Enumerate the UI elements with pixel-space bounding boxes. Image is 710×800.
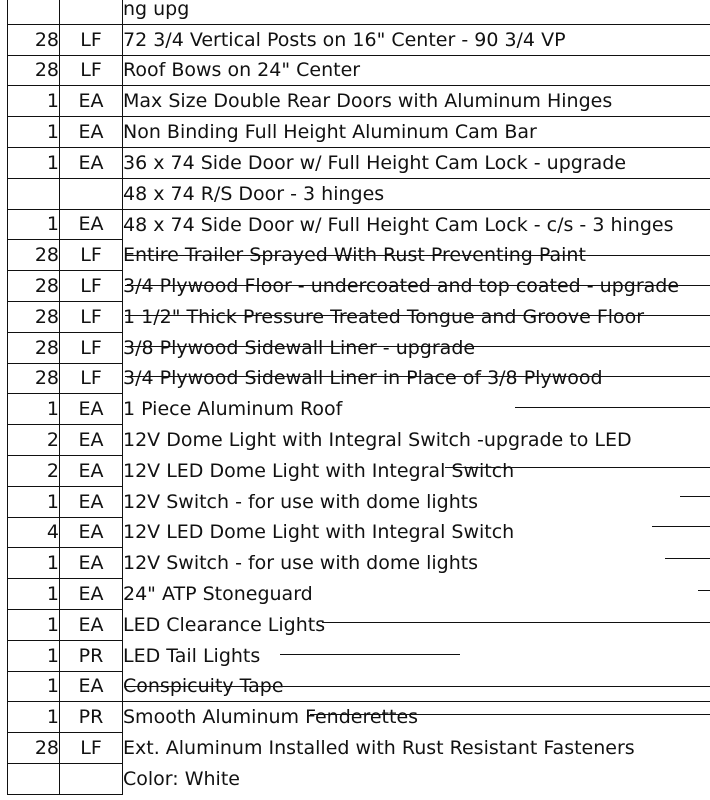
table-row: [8, 486, 710, 517]
description-cell: 24" ATP Stoneguard: [123, 583, 313, 606]
unit-cell: EA: [60, 425, 123, 456]
unit-cell: EA: [60, 579, 123, 610]
table-row-cut: [8, 0, 710, 24]
table-row: [8, 86, 710, 117]
rule-line: [680, 496, 710, 497]
qty-cell: 28: [8, 24, 60, 55]
unit-cell: [60, 178, 123, 209]
table-row: [8, 394, 710, 425]
description-cell: 12V LED Dome Light with Integral Switch: [123, 459, 515, 482]
specification-table: [7, 0, 710, 795]
rule-line: [515, 407, 710, 408]
qty-cell: 1: [8, 579, 60, 610]
table-row: [8, 178, 710, 209]
qty-cell: 2: [8, 455, 60, 486]
rule-line: [125, 686, 710, 687]
table-row: [8, 332, 710, 363]
rule-line: [445, 467, 710, 468]
description-cell: 3/4 Plywood Floor - undercoated and top coated - upgrade: [123, 275, 680, 298]
table-row: [8, 117, 710, 148]
table-row: [8, 209, 710, 240]
description-cell: Color: White: [123, 767, 240, 790]
table-row: [8, 301, 710, 332]
description-cell: Roof Bows on 24" Center: [123, 55, 710, 86]
description-cell: 36 x 74 Side Door w/ Full Height Cam Lock - upgrade: [123, 147, 710, 178]
table-row: [8, 733, 710, 764]
unit-cell: LF: [60, 55, 123, 86]
description-cell: 48 x 74 Side Door w/ Full Height Cam Lock - c/s - 3 hinges: [123, 213, 674, 236]
unit-cell: LF: [60, 363, 123, 394]
unit-cell: [60, 763, 123, 794]
qty-cell: 1: [8, 394, 60, 425]
qty-cell: 1: [8, 147, 60, 178]
unit-cell: EA: [60, 209, 123, 240]
description-cell: Max Size Double Rear Doors with Aluminum Hinges: [123, 86, 710, 117]
description-cell: Entire Trailer Sprayed With Rust Preventing Paint: [123, 244, 586, 267]
table-row: [8, 579, 710, 610]
qty-cell: 28: [8, 332, 60, 363]
description-cell: Non Binding Full Height Aluminum Cam Bar: [123, 117, 710, 148]
rule-line: [125, 285, 710, 286]
table-row: [8, 640, 710, 671]
rule-line: [125, 346, 710, 347]
unit-cell: EA: [60, 117, 123, 148]
rule-line: [698, 590, 710, 591]
table-row: [8, 609, 710, 640]
rule-line: [665, 558, 710, 559]
unit-cell: LF: [60, 271, 123, 302]
description-cell: 12V Switch - for use with dome lights: [123, 490, 479, 513]
qty-cell: 28: [8, 363, 60, 394]
table-row: [8, 455, 710, 486]
table-row: [8, 763, 710, 794]
table-row: [8, 55, 710, 86]
qty-cell: 1: [8, 671, 60, 702]
description-cell: 72 3/4 Vertical Posts on 16" Center - 90 3/4 VP: [123, 24, 710, 55]
table-row: [8, 517, 710, 548]
table-row: [8, 548, 710, 579]
rule-line: [125, 315, 710, 316]
unit-cell: EA: [60, 86, 123, 117]
unit-cell: PR: [60, 702, 123, 733]
description-cell: 3/8 Plywood Sidewall Liner - upgrade: [123, 336, 476, 359]
unit-cell: EA: [60, 147, 123, 178]
description-cell: 1 Piece Aluminum Roof: [123, 398, 343, 421]
description-cell: 3/4 Plywood Sidewall Liner in Place of 3/8 Plywood: [123, 367, 603, 390]
table-row: [8, 702, 710, 733]
qty-cell: [8, 763, 60, 794]
rule-line: [280, 654, 460, 655]
description-cell: Smooth Aluminum Fenderettes: [123, 706, 419, 729]
qty-cell: 4: [8, 517, 60, 548]
description-cell: Ext. Aluminum Installed with Rust Resistant Fasteners: [123, 737, 635, 760]
unit-cell: PR: [60, 640, 123, 671]
unit-cell: LF: [60, 240, 123, 271]
unit-cell: EA: [60, 671, 123, 702]
qty-cell: 28: [8, 55, 60, 86]
rule-line: [322, 622, 710, 623]
qty-cell: 1: [8, 702, 60, 733]
description-cell: 12V LED Dome Light with Integral Switch: [123, 521, 515, 544]
unit-cell: EA: [60, 517, 123, 548]
cut-off-text: ng upg: [123, 0, 710, 24]
unit-cell: LF: [60, 24, 123, 55]
qty-cell: 28: [8, 271, 60, 302]
description-cell: LED Clearance Lights: [123, 613, 326, 636]
table-row: [8, 363, 710, 394]
qty-cell: [8, 178, 60, 209]
qty-cell: 2: [8, 425, 60, 456]
description-cell: 12V Dome Light with Integral Switch -upgrade to LED: [123, 429, 632, 452]
unit-cell: EA: [60, 486, 123, 517]
unit-cell: LF: [60, 301, 123, 332]
table-row: [8, 425, 710, 456]
qty-cell: 28: [8, 733, 60, 764]
unit-cell: LF: [60, 733, 123, 764]
qty-cell: 1: [8, 548, 60, 579]
qty-cell: 1: [8, 640, 60, 671]
table-row: [8, 24, 710, 55]
rule-line: [310, 714, 710, 715]
description-cell: LED Tail Lights: [123, 644, 261, 667]
qty-cell: 1: [8, 209, 60, 240]
qty-cell: 1: [8, 609, 60, 640]
qty-cell: 1: [8, 486, 60, 517]
qty-cell: 1: [8, 86, 60, 117]
unit-cell: EA: [60, 548, 123, 579]
description-cell: 48 x 74 R/S Door - 3 hinges: [123, 178, 710, 209]
description-cell: 12V Switch - for use with dome lights: [123, 552, 479, 575]
qty-cell: 1: [8, 117, 60, 148]
rule-line: [125, 255, 710, 256]
qty-cell: 28: [8, 301, 60, 332]
unit-cell: LF: [60, 332, 123, 363]
unit-cell: EA: [60, 455, 123, 486]
description-cell: Conspicuity Tape: [123, 671, 710, 702]
rule-line: [652, 526, 710, 527]
description-cell: 1 1/2" Thick Pressure Treated Tongue and Groove Floor: [123, 305, 645, 328]
rule-line: [125, 376, 710, 377]
table-row: [8, 271, 710, 302]
table-row: [8, 147, 710, 178]
unit-cell: EA: [60, 609, 123, 640]
unit-cell: EA: [60, 394, 123, 425]
qty-cell: 28: [8, 240, 60, 271]
